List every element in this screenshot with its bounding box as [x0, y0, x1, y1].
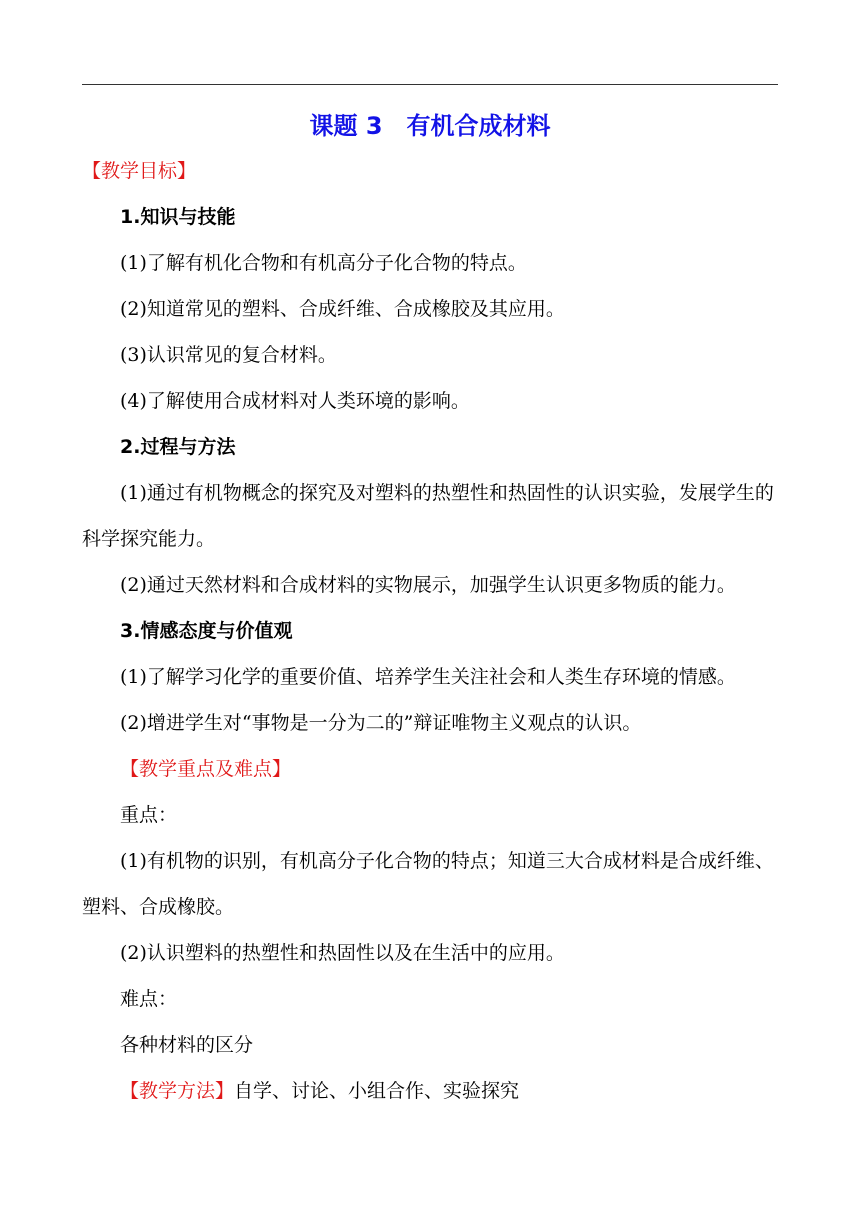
emotion-item: (2)增进学生对“事物是一分为二的”辩证唯物主义观点的认识。 — [120, 712, 642, 734]
knowledge-item: (4)了解使用合成材料对人类环境的影响。 — [120, 390, 470, 412]
subheading-emotion: 3.情感态度与价值观 — [120, 620, 293, 642]
document-title: 课题 3 有机合成材料 — [309, 112, 551, 140]
process-item: (2)通过天然材料和合成材料的实物展示，加强学生认识更多物质的能力。 — [120, 574, 736, 596]
knowledge-item: (1)了解有机化合物和有机高分子化合物的特点。 — [120, 252, 527, 274]
knowledge-item: (3)认识常见的复合材料。 — [120, 344, 337, 366]
section-heading-objectives: 【教学目标】 — [82, 160, 197, 182]
difficult-text: 各种材料的区分 — [120, 1034, 254, 1056]
section-heading-methods: 【教学方法】 — [120, 1080, 235, 1102]
emotion-item: (1)了解学习化学的重要价值、培养学生关注社会和人类生存环境的情感。 — [120, 666, 736, 688]
difficult-label: 难点： — [120, 988, 178, 1010]
key-item: (2)认识塑料的热塑性和热固性以及在生活中的应用。 — [120, 942, 565, 964]
methods-line — [82, 1068, 778, 1114]
knowledge-item: (2)知道常见的塑料、合成纤维、合成橡胶及其应用。 — [120, 298, 565, 320]
subheading-knowledge: 1.知识与技能 — [120, 206, 236, 228]
section-heading-keypoints: 【教学重点及难点】 — [120, 758, 292, 780]
header-rule — [82, 84, 778, 85]
key-label: 重点： — [120, 804, 178, 826]
process-item: (1)通过有机物概念的探究及对塑料的热塑性和热固性的认识实验，发展学生的科学探究能力。 — [82, 482, 774, 550]
subheading-process: 2.过程与方法 — [120, 436, 236, 458]
key-item: (1)有机物的识别，有机高分子化合物的特点；知道三大合成材料是合成纤维、塑料、合成橡胶。 — [82, 850, 774, 918]
methods-text: 自学、讨论、小组合作、实验探究 — [234, 1080, 520, 1102]
document-page — [82, 108, 778, 1114]
